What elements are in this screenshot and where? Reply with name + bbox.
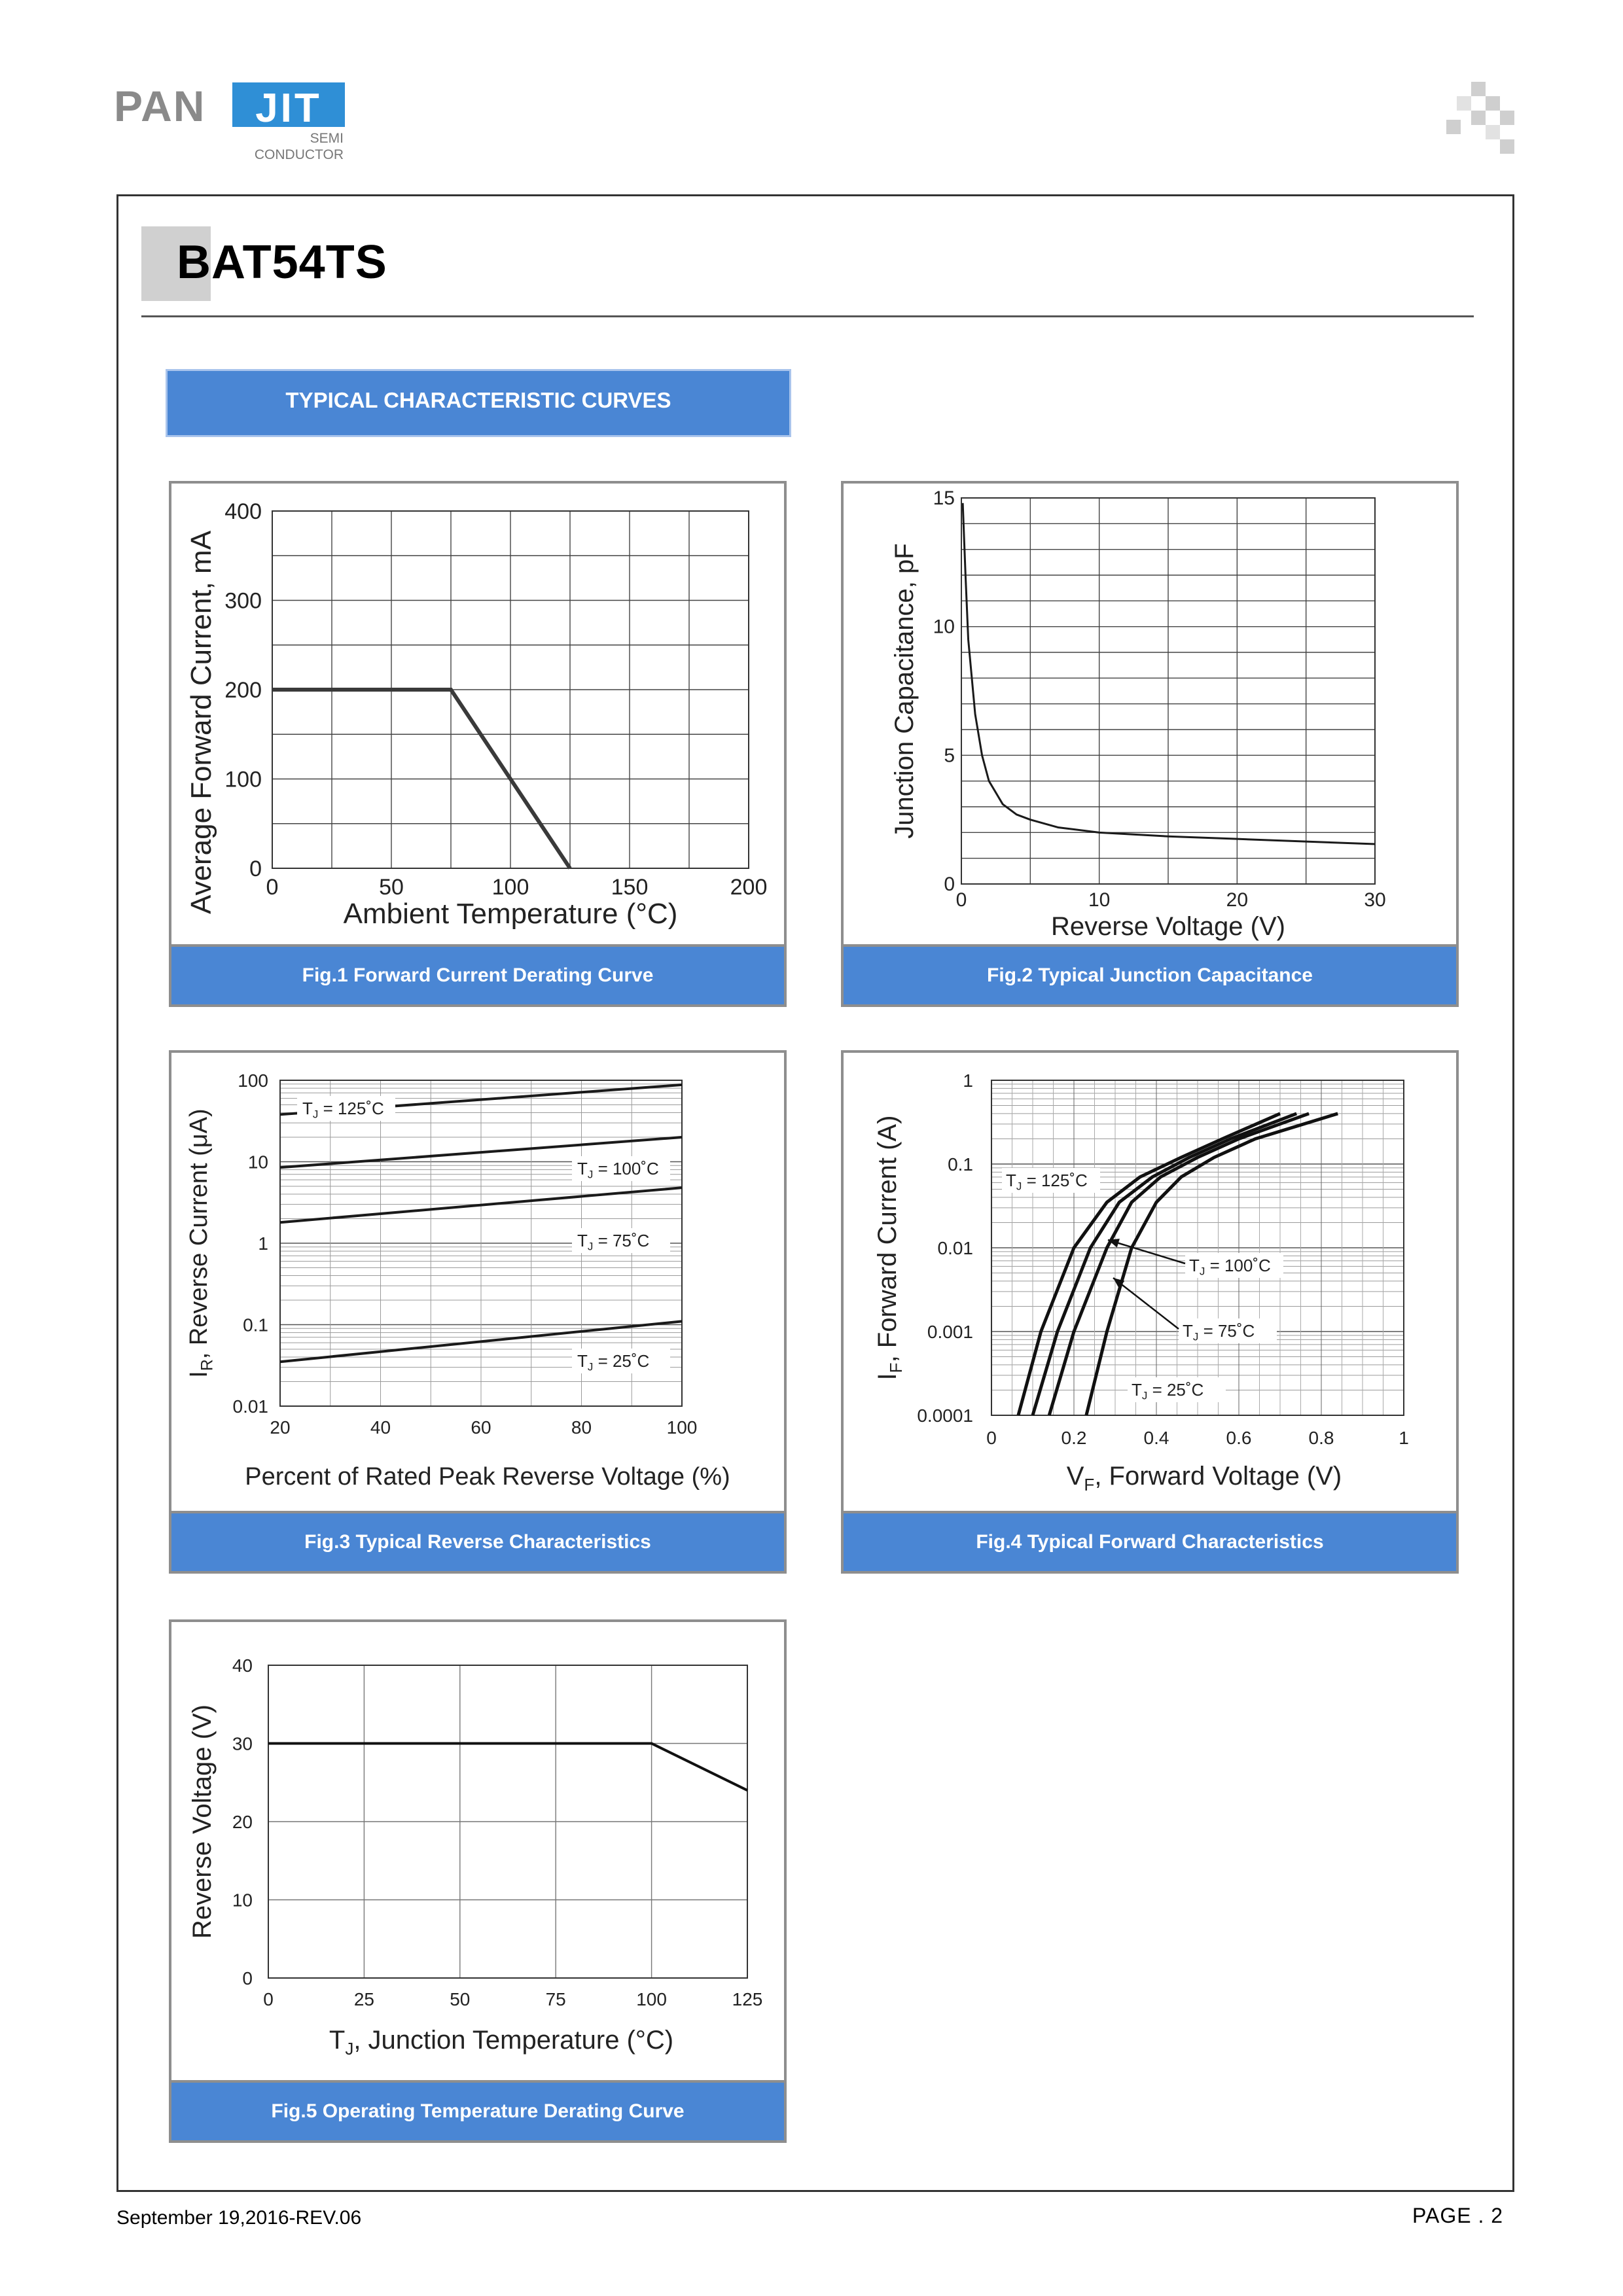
fig5-caption: Fig.5 Operating Temperature Derating Curve bbox=[171, 2080, 784, 2140]
x-tick-label: 125 bbox=[732, 1989, 763, 2009]
footer-page: PAGE . 2 bbox=[1412, 2204, 1504, 2227]
x-axis-label: Reverse Voltage (V) bbox=[1051, 912, 1285, 941]
series-label: $T_J$ = 125˚C bbox=[302, 1099, 384, 1121]
x-tick-label: 25 bbox=[353, 1989, 374, 2009]
y-tick-label: 0 bbox=[249, 857, 262, 881]
fig5-panel bbox=[169, 1619, 787, 2143]
y-axis-label: Average Forward Current, mA bbox=[185, 530, 217, 915]
series-label: $T_J$ = 75˚C bbox=[577, 1231, 650, 1253]
x-axis-label: Percent of Rated Peak Reverse Voltage (%) bbox=[245, 1463, 730, 1491]
operating-derating-curve bbox=[268, 1744, 747, 1791]
y-axis-label: $I_F$, Forward Current (A) bbox=[873, 1115, 906, 1381]
y-tick-label: 10 bbox=[232, 1890, 253, 1911]
y-tick-label: 400 bbox=[224, 499, 262, 524]
x-tick-label: 80 bbox=[571, 1417, 592, 1438]
fig2-chart bbox=[844, 484, 1456, 947]
y-tick-label: 0.1 bbox=[243, 1315, 268, 1335]
x-tick-label: 75 bbox=[545, 1989, 566, 2009]
logo-word-left: PAN bbox=[114, 82, 206, 130]
label-arrow-line bbox=[1113, 1278, 1179, 1329]
x-tick-label: 100 bbox=[666, 1417, 698, 1438]
y-tick-label: 0.01 bbox=[232, 1396, 268, 1417]
x-tick-label: 200 bbox=[730, 875, 768, 900]
y-axis-label: Reverse Voltage (V) bbox=[188, 1704, 217, 1939]
x-axis-label: $T_J$, Junction Temperature (°C) bbox=[329, 2026, 674, 2058]
fig4-panel bbox=[841, 1050, 1459, 1574]
y-tick-label: 0 bbox=[242, 1968, 253, 1988]
x-tick-label: 0.4 bbox=[1143, 1428, 1169, 1448]
x-tick-label: 10 bbox=[1088, 889, 1111, 911]
y-tick-label: 0.1 bbox=[948, 1154, 973, 1174]
fig3-caption: Fig.3 Typical Reverse Characteristics bbox=[171, 1511, 784, 1571]
title-rule bbox=[141, 315, 1474, 317]
series-label: $T_J$ = 100˚C bbox=[1189, 1256, 1271, 1278]
series-label: $T_J$ = 100˚C bbox=[577, 1159, 659, 1181]
x-tick-label: 0 bbox=[986, 1428, 997, 1448]
fig2-caption: Fig.2 Typical Junction Capacitance bbox=[844, 944, 1456, 1004]
x-tick-label: 0.2 bbox=[1061, 1428, 1087, 1448]
series-label: $T_J$ = 25˚C bbox=[1132, 1380, 1204, 1402]
logo-line2: CONDUCTOR bbox=[254, 147, 344, 162]
logo-word-right: JIT bbox=[255, 86, 322, 131]
section-banner: TYPICAL CHARACTERISTIC CURVES bbox=[166, 369, 791, 437]
y-tick-label: 0 bbox=[944, 874, 955, 895]
panjit-logo bbox=[111, 72, 353, 170]
logo-line1: SEMI bbox=[310, 131, 344, 146]
y-axis-label: $I_R$, Reverse Current (μA) bbox=[185, 1108, 217, 1378]
x-axis-label: Ambient Temperature (°C) bbox=[343, 898, 678, 930]
x-axis-label: $V_F$, Forward Voltage (V) bbox=[1066, 1462, 1342, 1494]
part-number-title: BAT54TS bbox=[177, 236, 387, 289]
x-tick-label: 20 bbox=[1226, 889, 1249, 911]
x-tick-label: 40 bbox=[370, 1417, 391, 1438]
y-tick-label: 5 bbox=[944, 745, 955, 767]
fig4-caption: Fig.4 Typical Forward Characteristics bbox=[844, 1511, 1456, 1571]
x-tick-label: 100 bbox=[636, 1989, 667, 2009]
y-tick-label: 0.0001 bbox=[917, 1405, 973, 1426]
y-tick-label: 200 bbox=[224, 678, 262, 703]
y-tick-label: 40 bbox=[232, 1655, 253, 1676]
capacitance-curve bbox=[963, 503, 1375, 844]
y-tick-label: 1 bbox=[258, 1233, 268, 1254]
x-tick-label: 60 bbox=[471, 1417, 491, 1438]
x-tick-label: 0.8 bbox=[1308, 1428, 1334, 1448]
x-tick-label: 1 bbox=[1399, 1428, 1409, 1448]
series-label: $T_J$ = 25˚C bbox=[577, 1351, 650, 1373]
series-label: $T_J$ = 75˚C bbox=[1183, 1321, 1255, 1343]
x-tick-label: 50 bbox=[450, 1989, 471, 2009]
y-tick-label: 30 bbox=[232, 1733, 253, 1754]
y-tick-label: 0.01 bbox=[937, 1238, 973, 1258]
y-tick-label: 10 bbox=[933, 616, 955, 638]
x-tick-label: 150 bbox=[611, 875, 649, 900]
y-tick-label: 20 bbox=[232, 1812, 253, 1832]
footer-date: September 19,2016-REV.06 bbox=[116, 2207, 362, 2229]
x-tick-label: 0 bbox=[263, 1989, 274, 2009]
fig2-panel bbox=[841, 481, 1459, 1007]
y-tick-label: 15 bbox=[933, 487, 955, 509]
x-tick-label: 0 bbox=[266, 875, 279, 900]
x-tick-label: 20 bbox=[270, 1417, 291, 1438]
x-tick-label: 50 bbox=[379, 875, 404, 900]
x-tick-label: 0 bbox=[955, 889, 967, 911]
fig3-chart bbox=[171, 1053, 784, 1513]
fig4-chart bbox=[844, 1053, 1456, 1513]
y-axis-label: Junction Capacitance, pF bbox=[890, 543, 919, 839]
fig1-panel bbox=[169, 481, 787, 1007]
x-tick-label: 100 bbox=[491, 875, 529, 900]
y-tick-label: 300 bbox=[224, 588, 262, 614]
fig1-caption: Fig.1 Forward Current Derating Curve bbox=[171, 944, 784, 1004]
checker-squares-icon bbox=[1446, 82, 1518, 154]
y-tick-label: 100 bbox=[238, 1070, 268, 1091]
y-tick-label: 0.001 bbox=[927, 1322, 973, 1342]
y-tick-label: 1 bbox=[963, 1070, 973, 1091]
series-label: $T_J$ = 125˚C bbox=[1006, 1171, 1088, 1193]
x-tick-label: 30 bbox=[1364, 889, 1386, 911]
fig3-panel bbox=[169, 1050, 787, 1574]
y-tick-label: 10 bbox=[247, 1152, 268, 1173]
x-tick-label: 0.6 bbox=[1226, 1428, 1252, 1448]
y-tick-label: 100 bbox=[224, 767, 262, 792]
fig1-chart bbox=[171, 484, 784, 947]
fig5-chart bbox=[171, 1622, 784, 2083]
